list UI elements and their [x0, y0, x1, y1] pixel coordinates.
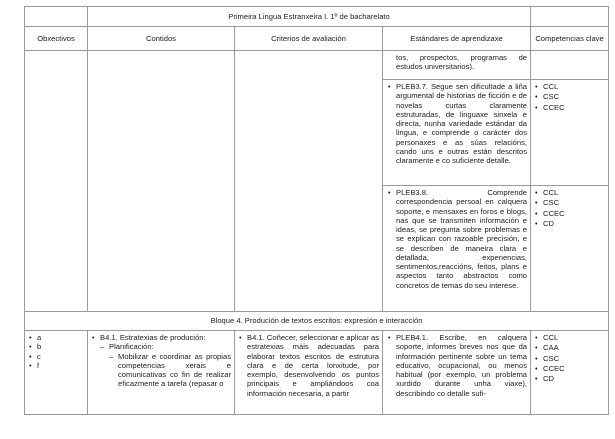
table-row — [383, 80, 531, 186]
contents-cell — [88, 331, 235, 415]
objective-item: • b — [28, 342, 84, 351]
header-objectives: Obxectivos — [25, 27, 88, 51]
table-row — [383, 186, 531, 312]
competence-item: • CCEC — [534, 209, 605, 218]
criteria-cell-empty — [235, 51, 383, 312]
competence-item: • CCL — [534, 333, 605, 342]
objective-item: • c — [28, 352, 84, 361]
header-contents: Contidos — [88, 27, 235, 51]
competence-item: • CAA — [534, 343, 605, 352]
standard-item: • PLEB4.1. Escribe, en calquera soporte, informes breves nos que da información pertinente sobre un tema educativo, ocupacional, ou menos habitual (por exemplo, un problema xurdido durante unha viaxe), describindo co detalle sufi- — [387, 333, 527, 398]
standard-continued: tos, prospectos, programas de estudos universitarios). — [396, 53, 528, 72]
content-subsubitem: – Mobilizar e coordinar as propias competencias xerais e comunicativas co fin de realizar eficazmente a tarefa (repasar o — [91, 352, 231, 389]
competence-item: • CSC — [534, 92, 605, 101]
competence-list — [534, 333, 605, 383]
table-corner — [25, 7, 88, 27]
competence-item: • CD — [534, 219, 605, 228]
competence-item: • CCEC — [534, 103, 605, 112]
header-standards: Estándares de aprendizaxe — [383, 27, 531, 51]
competence-item: • CSC — [534, 354, 605, 363]
competence-list — [534, 82, 605, 112]
competences-cell — [531, 80, 609, 186]
contents-cell-empty — [88, 51, 235, 312]
header-competences: Competencias clave — [531, 27, 609, 51]
table-corner-right — [531, 7, 609, 27]
curriculum-table — [24, 6, 609, 415]
competence-list — [534, 188, 605, 228]
competences-cell — [531, 186, 609, 312]
objective-item: • f — [28, 361, 84, 370]
standard-item: • PLEB3.8. Comprende correspondencia persoal en calquera soporte, e mensaxes en foros e blogs, nas que se transmiten información e ideas, se pregunta sobre problemas e se explican con razoable precisión, e se describen de maneira clara e detallada, experiencias, sentimentos,reaccións, feitos, plans e aspectos tanto abstractos como concretos de temas do seu interese. — [387, 188, 527, 290]
objectives-cell-empty — [25, 51, 88, 312]
objectives-list — [28, 333, 84, 370]
header-criteria: Criterios de avaliación — [235, 27, 383, 51]
competences-cell — [531, 331, 609, 415]
objective-item: • a — [28, 333, 84, 342]
content-item: • B4.1. Estratexias de produción: — [91, 333, 231, 342]
competence-item: • CSC — [534, 198, 605, 207]
criteria-cell — [235, 331, 383, 415]
competence-item: • CCEC — [534, 364, 605, 373]
competences-cell-empty — [531, 51, 609, 80]
competence-item: • CCL — [534, 82, 605, 91]
block-heading: Bloque 4. Produción de textos escritos: expresión e interacción — [25, 312, 609, 331]
table-row — [383, 51, 531, 80]
competence-item: • CD — [534, 374, 605, 383]
table-title: Primeira Lingua Estranxeira I. 1º de bacharelato — [88, 7, 531, 27]
standards-cell — [383, 331, 531, 415]
objectives-cell — [25, 331, 88, 415]
standard-item: • PLEB3.7. Segue sen dificultade a liña argumental de historias de ficción e de novelas curtas claramente estruturadas, de linguaxe sinxela e directa, nunha variedade estándar da lingua, e comprende o carácter dos personaxes e as súas relacións, cando uns e outras están descritos claramente e co suficiente detalle. — [387, 82, 527, 165]
competence-item: • CCL — [534, 188, 605, 197]
criterion-item: • B4.1. Coñecer, seleccionar e aplicar as estratexias máis adecuadas para elaborar textos escritos de estrutura clara e de certa lonxitude, por exemplo, desenvolvendo os puntos principais e ampliándoos coa información necesaria, a partir — [238, 333, 379, 398]
content-subitem: – Planificación: — [91, 342, 231, 351]
